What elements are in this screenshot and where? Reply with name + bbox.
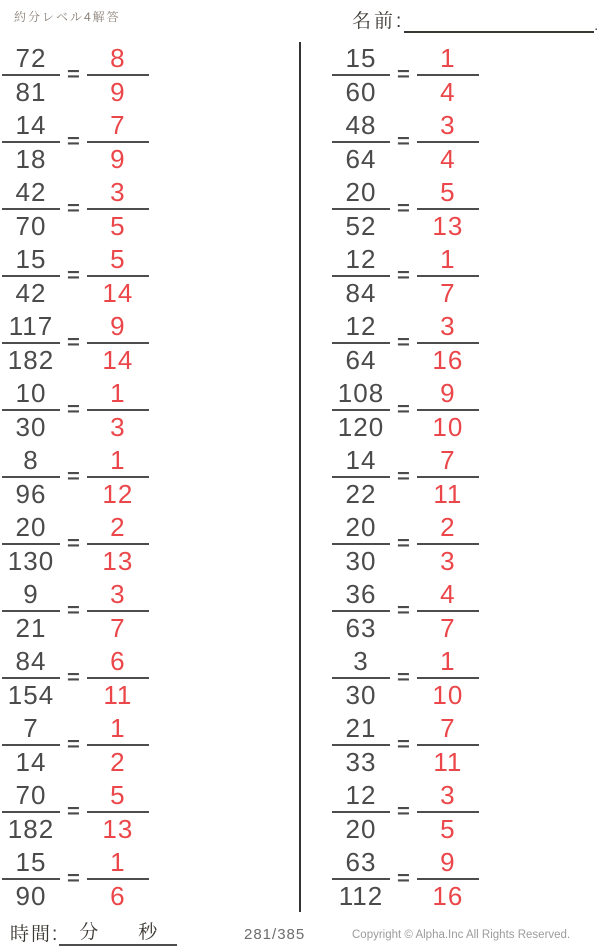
equals-sign: = bbox=[67, 531, 80, 554]
answer-fraction bbox=[87, 176, 149, 240]
problem-row bbox=[332, 42, 479, 106]
answer-numerator: 7 bbox=[110, 110, 126, 140]
problem-row bbox=[2, 444, 149, 508]
problem-numerator: 9 bbox=[23, 579, 39, 609]
answer-numerator: 3 bbox=[110, 177, 126, 207]
answer-fraction bbox=[417, 578, 479, 642]
problem-numerator: 7 bbox=[23, 713, 39, 743]
problem-row bbox=[2, 243, 149, 307]
equals-sign: = bbox=[397, 330, 410, 353]
answer-numerator: 5 bbox=[440, 177, 456, 207]
problem-numerator: 15 bbox=[15, 847, 47, 877]
problem-numerator: 84 bbox=[15, 646, 47, 676]
problem-numerator: 15 bbox=[15, 244, 47, 274]
answer-numerator: 3 bbox=[440, 311, 456, 341]
answer-numerator: 6 bbox=[110, 646, 126, 676]
answer-numerator: 1 bbox=[110, 713, 126, 743]
equals-sign: = bbox=[397, 397, 410, 420]
answer-numerator: 1 bbox=[110, 378, 126, 408]
name-label: 名前: bbox=[352, 11, 405, 32]
answer-fraction bbox=[87, 377, 149, 441]
problem-numerator: 42 bbox=[15, 177, 47, 207]
answer-numerator: 9 bbox=[440, 378, 456, 408]
problem-fraction bbox=[332, 846, 390, 910]
equals-sign: = bbox=[67, 799, 80, 822]
equals-sign: = bbox=[397, 129, 410, 152]
problem-denominator: 120 bbox=[332, 409, 390, 441]
answer-fraction bbox=[417, 109, 479, 173]
answer-denominator: 11 bbox=[417, 476, 479, 508]
equals-sign: = bbox=[397, 196, 410, 219]
problem-row bbox=[332, 712, 479, 776]
problem-denominator: 60 bbox=[332, 74, 390, 106]
equals-sign: = bbox=[397, 263, 410, 286]
problem-row bbox=[332, 779, 479, 843]
answer-fraction bbox=[417, 645, 479, 709]
time-field bbox=[10, 919, 177, 946]
problem-row bbox=[2, 511, 149, 575]
problem-row bbox=[2, 645, 149, 709]
answer-numerator: 5 bbox=[110, 244, 126, 274]
problem-numerator: 108 bbox=[337, 378, 385, 408]
answer-denominator: 9 bbox=[87, 141, 149, 173]
problem-numerator: 14 bbox=[345, 445, 377, 475]
problem-row bbox=[2, 42, 149, 106]
answer-numerator: 1 bbox=[440, 43, 456, 73]
answer-numerator: 2 bbox=[440, 512, 456, 542]
problem-denominator: 63 bbox=[332, 610, 390, 642]
problem-fraction bbox=[332, 712, 390, 776]
problem-denominator: 154 bbox=[2, 677, 60, 709]
answer-denominator: 13 bbox=[417, 208, 479, 240]
problem-row bbox=[332, 578, 479, 642]
answer-fraction bbox=[87, 243, 149, 307]
copyright-notice: Copyright © Alpha.Inc All Rights Reserved. bbox=[352, 929, 571, 941]
answer-numerator: 1 bbox=[440, 646, 456, 676]
answer-fraction bbox=[417, 310, 479, 374]
equals-sign: = bbox=[397, 732, 410, 755]
problem-numerator: 72 bbox=[15, 43, 47, 73]
problem-numerator: 48 bbox=[345, 110, 377, 140]
problem-fraction bbox=[2, 779, 60, 843]
problem-fraction bbox=[2, 310, 60, 374]
problem-numerator: 70 bbox=[15, 780, 47, 810]
answer-numerator: 3 bbox=[440, 780, 456, 810]
problem-fraction bbox=[2, 243, 60, 307]
problem-fraction bbox=[332, 377, 390, 441]
answer-fraction bbox=[417, 444, 479, 508]
problem-fraction bbox=[332, 243, 390, 307]
answer-numerator: 1 bbox=[110, 445, 126, 475]
answer-denominator: 4 bbox=[417, 141, 479, 173]
equals-sign: = bbox=[67, 866, 80, 889]
answer-numerator: 8 bbox=[110, 43, 126, 73]
equals-sign: = bbox=[67, 196, 80, 219]
equals-sign: = bbox=[67, 129, 80, 152]
equals-sign: = bbox=[397, 464, 410, 487]
answer-denominator: 16 bbox=[417, 342, 479, 374]
answer-denominator: 16 bbox=[417, 878, 479, 910]
problem-denominator: 30 bbox=[2, 409, 60, 441]
problem-fraction bbox=[2, 444, 60, 508]
answer-denominator: 10 bbox=[417, 409, 479, 441]
column-divider-line bbox=[299, 42, 301, 912]
answer-denominator: 13 bbox=[87, 543, 149, 575]
problem-numerator: 20 bbox=[15, 512, 47, 542]
problem-fraction bbox=[332, 109, 390, 173]
answer-numerator: 2 bbox=[110, 512, 126, 542]
problem-denominator: 96 bbox=[2, 476, 60, 508]
problem-numerator: 3 bbox=[353, 646, 369, 676]
answer-numerator: 7 bbox=[440, 713, 456, 743]
problem-row bbox=[332, 645, 479, 709]
problem-fraction bbox=[332, 444, 390, 508]
problem-numerator: 20 bbox=[345, 177, 377, 207]
problem-fraction bbox=[2, 846, 60, 910]
answer-fraction bbox=[87, 578, 149, 642]
problems-column-right bbox=[332, 42, 479, 913]
answer-denominator: 3 bbox=[87, 409, 149, 441]
problem-fraction bbox=[2, 42, 60, 106]
problem-denominator: 90 bbox=[2, 878, 60, 910]
problem-fraction bbox=[332, 511, 390, 575]
problem-fraction bbox=[332, 176, 390, 240]
answer-denominator: 14 bbox=[87, 342, 149, 374]
problem-numerator: 12 bbox=[345, 780, 377, 810]
answer-fraction bbox=[87, 42, 149, 106]
problem-fraction bbox=[2, 176, 60, 240]
problem-row bbox=[332, 444, 479, 508]
name-line-period: . bbox=[594, 17, 599, 33]
problem-fraction bbox=[2, 109, 60, 173]
answer-numerator: 5 bbox=[110, 780, 126, 810]
problem-denominator: 18 bbox=[2, 141, 60, 173]
answer-fraction bbox=[87, 511, 149, 575]
problem-denominator: 42 bbox=[2, 275, 60, 307]
answer-fraction bbox=[417, 779, 479, 843]
problem-denominator: 30 bbox=[332, 543, 390, 575]
problem-row bbox=[332, 377, 479, 441]
problem-denominator: 84 bbox=[332, 275, 390, 307]
answer-fraction bbox=[87, 779, 149, 843]
problem-denominator: 21 bbox=[2, 610, 60, 642]
problem-numerator: 10 bbox=[15, 378, 47, 408]
problems-column-left bbox=[2, 42, 149, 913]
answer-numerator: 7 bbox=[440, 445, 456, 475]
name-field bbox=[352, 6, 598, 33]
problem-row bbox=[2, 109, 149, 173]
equals-sign: = bbox=[67, 397, 80, 420]
problem-denominator: 20 bbox=[332, 811, 390, 843]
equals-sign: = bbox=[397, 866, 410, 889]
answer-fraction bbox=[417, 846, 479, 910]
answer-denominator: 13 bbox=[87, 811, 149, 843]
problem-fraction bbox=[2, 578, 60, 642]
answer-fraction bbox=[417, 176, 479, 240]
answer-fraction bbox=[417, 42, 479, 106]
equals-sign: = bbox=[397, 598, 410, 621]
answer-denominator: 10 bbox=[417, 677, 479, 709]
equals-sign: = bbox=[397, 531, 410, 554]
problem-fraction bbox=[332, 779, 390, 843]
answer-fraction bbox=[87, 645, 149, 709]
problem-denominator: 81 bbox=[2, 74, 60, 106]
answer-denominator: 7 bbox=[87, 610, 149, 642]
answer-fraction bbox=[417, 712, 479, 776]
equals-sign: = bbox=[67, 330, 80, 353]
problem-fraction bbox=[332, 578, 390, 642]
answer-numerator: 3 bbox=[110, 579, 126, 609]
answer-fraction bbox=[87, 712, 149, 776]
equals-sign: = bbox=[397, 62, 410, 85]
problem-row bbox=[332, 176, 479, 240]
equals-sign: = bbox=[67, 598, 80, 621]
problem-row bbox=[332, 243, 479, 307]
problem-denominator: 30 bbox=[332, 677, 390, 709]
problem-denominator: 33 bbox=[332, 744, 390, 776]
answer-denominator: 12 bbox=[87, 476, 149, 508]
answer-denominator: 5 bbox=[87, 208, 149, 240]
answer-denominator: 11 bbox=[87, 677, 149, 709]
equals-sign: = bbox=[397, 665, 410, 688]
problem-fraction bbox=[332, 310, 390, 374]
problem-numerator: 20 bbox=[345, 512, 377, 542]
answer-numerator: 3 bbox=[440, 110, 456, 140]
problem-numerator: 14 bbox=[15, 110, 47, 140]
answer-denominator: 6 bbox=[87, 878, 149, 910]
answer-denominator: 14 bbox=[87, 275, 149, 307]
problem-row bbox=[2, 846, 149, 910]
problem-row bbox=[332, 846, 479, 910]
page-number: 281/385 bbox=[244, 926, 306, 943]
problem-denominator: 64 bbox=[332, 342, 390, 374]
problem-numerator: 15 bbox=[345, 43, 377, 73]
equals-sign: = bbox=[67, 263, 80, 286]
answer-fraction bbox=[87, 310, 149, 374]
answer-denominator: 5 bbox=[417, 811, 479, 843]
equals-sign: = bbox=[67, 732, 80, 755]
answer-numerator: 4 bbox=[440, 579, 456, 609]
problem-denominator: 52 bbox=[332, 208, 390, 240]
problem-row bbox=[2, 310, 149, 374]
problem-row bbox=[2, 779, 149, 843]
page-title: 約分レベル4解答 bbox=[14, 10, 121, 24]
equals-sign: = bbox=[67, 62, 80, 85]
answer-numerator: 9 bbox=[440, 847, 456, 877]
time-blank-line bbox=[59, 920, 177, 946]
minutes-label: 分 bbox=[79, 922, 99, 943]
equals-sign: = bbox=[67, 665, 80, 688]
answer-denominator: 3 bbox=[417, 543, 479, 575]
problem-denominator: 112 bbox=[332, 878, 390, 910]
answer-denominator: 2 bbox=[87, 744, 149, 776]
answer-fraction bbox=[87, 846, 149, 910]
seconds-label: 秒 bbox=[138, 922, 158, 943]
problem-numerator: 21 bbox=[345, 713, 377, 743]
problem-denominator: 130 bbox=[2, 543, 60, 575]
problem-numerator: 12 bbox=[345, 311, 377, 341]
answer-numerator: 1 bbox=[110, 847, 126, 877]
problem-numerator: 63 bbox=[345, 847, 377, 877]
problem-fraction bbox=[2, 645, 60, 709]
answer-numerator: 1 bbox=[440, 244, 456, 274]
problem-denominator: 64 bbox=[332, 141, 390, 173]
answer-denominator: 11 bbox=[417, 744, 479, 776]
problem-denominator: 70 bbox=[2, 208, 60, 240]
answer-fraction bbox=[417, 377, 479, 441]
problem-numerator: 8 bbox=[23, 445, 39, 475]
problem-numerator: 36 bbox=[345, 579, 377, 609]
problem-row bbox=[2, 578, 149, 642]
problem-row bbox=[2, 377, 149, 441]
answer-fraction bbox=[87, 444, 149, 508]
problem-denominator: 14 bbox=[2, 744, 60, 776]
problem-fraction bbox=[332, 42, 390, 106]
problem-denominator: 182 bbox=[2, 811, 60, 843]
time-label: 時間: bbox=[10, 924, 60, 945]
answer-fraction bbox=[87, 109, 149, 173]
problem-numerator: 12 bbox=[345, 244, 377, 274]
answer-denominator: 9 bbox=[87, 74, 149, 106]
problem-row bbox=[2, 176, 149, 240]
answer-fraction bbox=[417, 243, 479, 307]
problem-row bbox=[332, 511, 479, 575]
problem-denominator: 22 bbox=[332, 476, 390, 508]
problem-fraction bbox=[2, 511, 60, 575]
problem-fraction bbox=[332, 645, 390, 709]
equals-sign: = bbox=[397, 799, 410, 822]
answer-denominator: 4 bbox=[417, 74, 479, 106]
problem-row bbox=[332, 109, 479, 173]
answer-denominator: 7 bbox=[417, 275, 479, 307]
problem-fraction bbox=[2, 377, 60, 441]
problem-denominator: 182 bbox=[2, 342, 60, 374]
problem-row bbox=[332, 310, 479, 374]
answer-numerator: 9 bbox=[110, 311, 126, 341]
name-blank-line bbox=[404, 9, 594, 33]
problem-row bbox=[2, 712, 149, 776]
answer-denominator: 7 bbox=[417, 610, 479, 642]
problem-fraction bbox=[2, 712, 60, 776]
equals-sign: = bbox=[67, 464, 80, 487]
answer-fraction bbox=[417, 511, 479, 575]
problem-numerator: 117 bbox=[8, 311, 54, 341]
